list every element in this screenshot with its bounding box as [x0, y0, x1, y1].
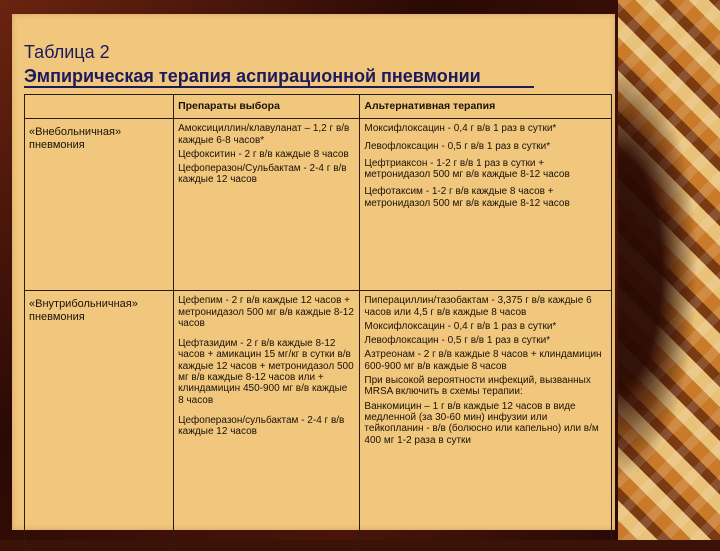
- alternative-cell: [360, 291, 612, 551]
- header-alternative: Альтернативная терапия: [360, 95, 612, 119]
- decorative-curve: [618, 0, 720, 540]
- header-empty: [25, 95, 174, 119]
- table-row-community: [25, 119, 612, 291]
- title-underline: [24, 86, 534, 88]
- row-name: «Внебольничная» пневмония: [25, 119, 174, 291]
- drug-entry: Моксифлоксацин - 0,4 г в/в 1 раз в сутки*: [364, 320, 557, 332]
- drug-entry: Ванкомицин – 1 г в/в каждые 12 часов в виде медленной (за 30-60 мин) инфузии или тейкопланин - в/в (болюсно или капельно) или в/м 400 мг 1-2 раза в сутки: [364, 400, 599, 446]
- header-choice: Препараты выбора: [174, 95, 360, 119]
- choice-cell: [174, 291, 360, 551]
- drug-entry: Цефтазидим - 2 г в/в каждые 8-12 часов + амикацин 15 мг/кг в сутки в/в каждые 12 часов + метронидазол 500 мг в/в каждые 8-12 часов или + клиндамицин 450-900 мг в/в каждые 8 часов: [178, 338, 354, 406]
- drug-entry: Цефоперазон/сульбактам - 2-4 г в/в каждые 12 часов: [178, 414, 345, 438]
- row-name: «Внутрибольничная» пневмония: [25, 291, 174, 551]
- drug-entry: Цефотаксим - 1-2 г в/в каждые 8 часов + метронидазол 500 мг в/в каждые 8-12 часов: [364, 186, 570, 209]
- table-title: Эмпирическая терапия аспирационной пневмонии: [24, 66, 481, 86]
- therapy-table: [24, 94, 612, 551]
- drug-entry: Левофлоксацин - 0,5 г в/в 1 раз в сутки*: [364, 335, 551, 347]
- drug-entry: Цефоперазон/Сульбактам - 2-4 г в/в каждые 12 часов: [178, 163, 347, 186]
- drug-entry: Азтреонам - 2 г в/в каждые 8 часов + клиндамицин 600-900 мг в/в каждые 8 часов: [364, 349, 602, 372]
- table-row-hospital: [25, 291, 612, 551]
- choice-cell: [174, 119, 360, 291]
- drug-entry: Цефтриаксон - 1-2 г в/в 1 раз в сутки + метронидазол 500 мг в/в каждые 8-12 часов: [364, 157, 570, 181]
- drug-entry: Амоксициллин/клавуланат – 1,2 г в/в каждые 6-8 часов*: [178, 123, 350, 146]
- alternative-cell: [360, 119, 612, 291]
- drug-entry: Моксифлоксацин - 0,4 г в/в 1 раз в сутки*: [364, 123, 557, 135]
- drug-entry: Левофлоксацин - 0,5 г в/в 1 раз в сутки*: [364, 140, 551, 152]
- drug-entry: Пиперациллин/тазобактам - 3,375 г в/в каждые 6 часов или 4,5 г в/в каждые 8 часов: [364, 295, 592, 318]
- drug-entry: Цефепим - 2 г в/в каждые 12 часов + метронидазол 500 мг в/в каждые 8-12 часов: [178, 295, 354, 329]
- table-header-row: [25, 95, 612, 119]
- mrsa-note: При высокой вероятности инфекций, вызванных MRSA включить в схемы терапии:: [364, 375, 591, 398]
- drug-entry: Цефокситин - 2 г в/в каждые 8 часов: [178, 148, 349, 160]
- table-number-title: Таблица 2: [24, 42, 110, 62]
